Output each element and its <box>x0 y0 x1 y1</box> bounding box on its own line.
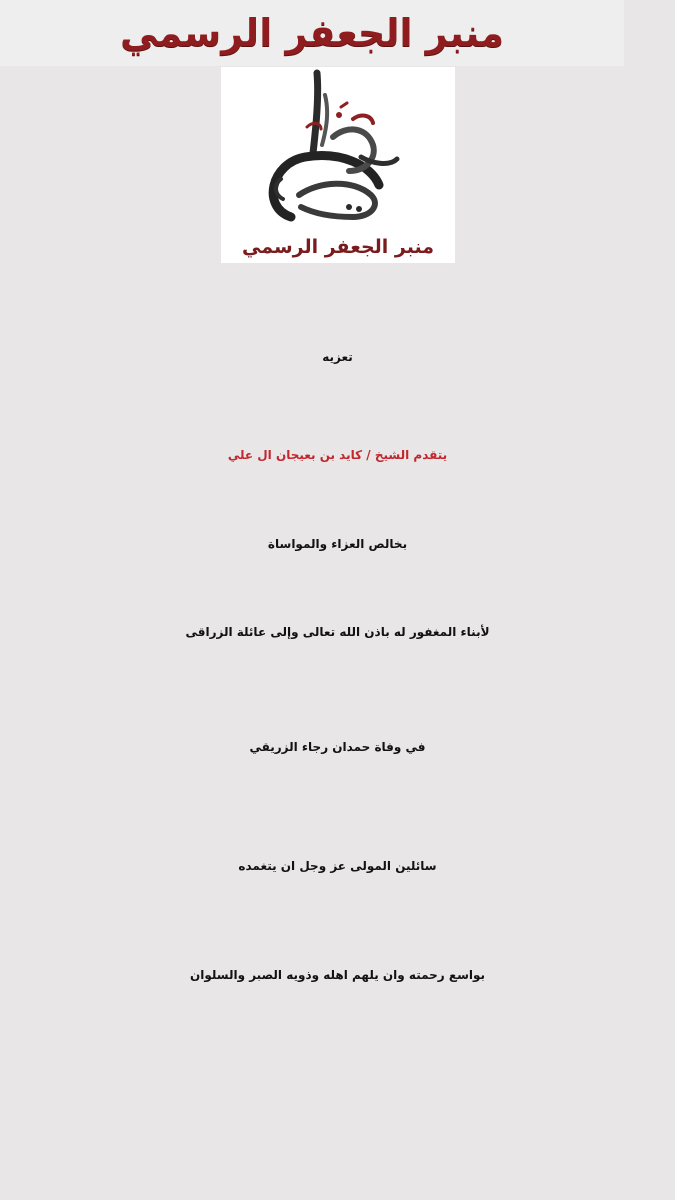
recipients-line: لأبناء المغفور له باذن الله تعالى وإلى عائلة الزراقى <box>185 625 490 639</box>
prayer-line: سائلين المولى عز وجل ان يتغمده <box>238 859 437 873</box>
condolence-line: بخالص العزاء والمواساة <box>267 537 408 551</box>
mercy-line: بواسع رحمته وان يلهم اهله وذويه الصبر والسلوان <box>189 968 486 982</box>
header-title: منبر الجعفر الرسمي <box>120 11 504 55</box>
deceased-line: في وفاة حمدان رجاء الزريقي <box>249 740 426 754</box>
logo <box>221 67 455 263</box>
sender-line: يتقدم الشيخ / كايد بن بعيجان ال علي <box>227 448 448 462</box>
header-banner <box>0 0 624 66</box>
calligraphy-emblem-icon <box>221 67 455 237</box>
logo-caption: منبر الجعفر الرسمي <box>242 236 434 258</box>
notice-title: تعزيه <box>322 350 353 364</box>
